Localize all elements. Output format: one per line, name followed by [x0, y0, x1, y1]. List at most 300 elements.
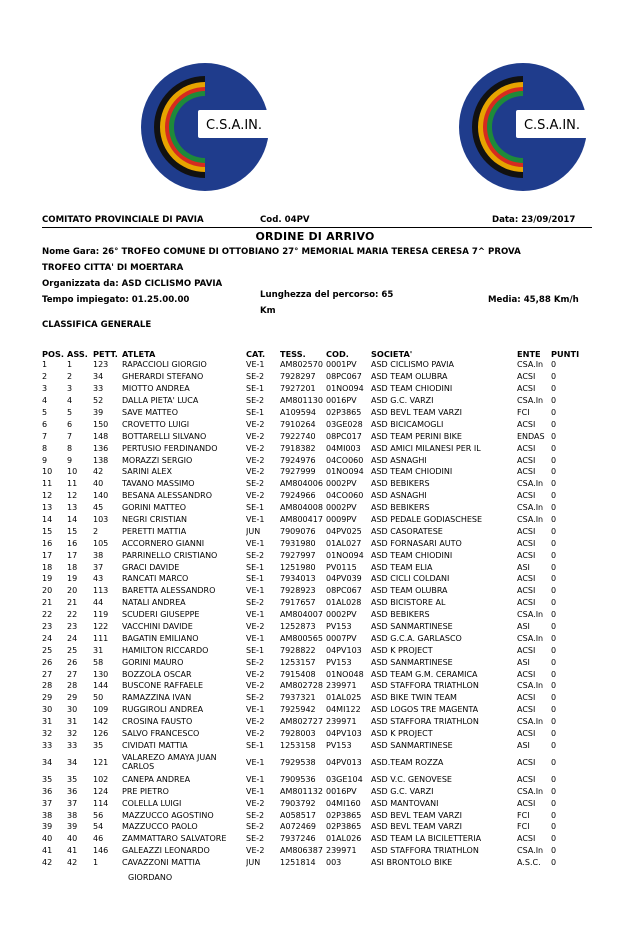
logo-text: C.S.A.IN.	[205, 118, 263, 133]
cell-pos: 23	[42, 622, 53, 632]
table-row	[42, 797, 584, 809]
column-header: PETT.	[93, 349, 118, 359]
cell-pos: 7	[42, 431, 48, 441]
cell-code: 04MI160	[326, 798, 361, 808]
cell-code: 003	[326, 858, 342, 868]
cell-category: SE-2	[246, 372, 265, 382]
cell-pos: 10	[42, 467, 53, 477]
cell-club: ASD BEBIKERS	[371, 610, 430, 620]
cell-club: ASD K PROJECT	[371, 729, 433, 739]
cell-pos: 41	[42, 846, 53, 856]
cell-athlete: PRE PIETRO	[122, 786, 169, 796]
cell-club: ASD BEVL TEAM VARZI	[371, 822, 462, 832]
cell-card: AM806387	[280, 846, 323, 856]
cell-points: 0	[551, 786, 557, 796]
cell-category: SE-2	[246, 598, 265, 608]
cell-category: VE-1	[246, 705, 265, 715]
cell-pos: 28	[42, 681, 53, 691]
cell-bib: 42	[93, 467, 104, 477]
cell-ass: 29	[67, 693, 78, 703]
table-row	[42, 716, 584, 728]
cell-card: AM801132	[280, 786, 323, 796]
cell-bib: 43	[93, 574, 104, 584]
cell-club: ASD TEAM G.M. CERAMICA	[371, 669, 478, 679]
cell-athlete: DALLA PIETA' LUCA	[122, 396, 199, 406]
table-row	[42, 430, 584, 442]
cell-points: 0	[551, 384, 557, 394]
cell-ass: 8	[67, 443, 73, 453]
cell-athlete: PERETTI MATTIA	[122, 526, 187, 536]
cell-card: AM802728	[280, 681, 323, 691]
column-header: ASS.	[67, 349, 88, 359]
table-row	[42, 442, 584, 454]
cell-category: SE-1	[246, 740, 265, 750]
table-header-row	[42, 346, 584, 359]
table-row	[42, 833, 584, 845]
cell-bib: 148	[93, 431, 109, 441]
cell-points: 0	[551, 846, 557, 856]
cell-code: 0016PV	[326, 786, 357, 796]
table-row	[42, 359, 584, 371]
cell-category: VE-1	[246, 360, 265, 370]
cell-code: 04PV103	[326, 645, 362, 655]
cell-body: CSA.In	[517, 846, 544, 856]
cell-body: ASI	[517, 622, 530, 632]
cell-club: ASD STAFFORA TRIATHLON	[371, 846, 479, 856]
column-header: POS.	[42, 349, 64, 359]
cell-ass: 13	[67, 503, 78, 513]
cell-points: 0	[551, 774, 557, 784]
cell-athlete: RANCATI MARCO	[122, 574, 189, 584]
cell-athlete: GORINI MATTEO	[122, 503, 187, 513]
cell-club: ASD LOGOS TRE MAGENTA	[371, 705, 479, 715]
cell-pos: 1	[42, 360, 48, 370]
cell-athlete: VALAREZO AMAYA JUAN CARLOS	[122, 753, 217, 772]
table-row	[42, 418, 584, 430]
cell-ass: 15	[67, 526, 78, 536]
column-header: SOCIETA'	[371, 349, 413, 359]
cell-card: 7917657	[280, 598, 316, 608]
cell-club: ASD AMICI MILANESI PER IL	[371, 443, 481, 453]
cell-ass: 30	[67, 705, 78, 715]
cell-code: PV0115	[326, 562, 357, 572]
race-time: Tempo impiegato: 01.25.00.00	[42, 295, 190, 305]
cell-bib: 114	[93, 798, 109, 808]
cell-category: SE-2	[246, 657, 265, 667]
cell-body: ACSI	[517, 372, 536, 382]
csain-logo-right	[458, 62, 588, 192]
cell-category: VE-2	[246, 798, 265, 808]
race-distance: Lunghezza del percorso: 65	[260, 290, 394, 300]
cell-body: ACSI	[517, 598, 536, 608]
cell-pos: 18	[42, 562, 53, 572]
cell-club: ASD TEAM CHIODINI	[371, 467, 453, 477]
cell-athlete: CAVAZZONI MATTIA	[122, 858, 201, 868]
cell-body: CSA.In	[517, 786, 544, 796]
cell-athlete: GRACI DAVIDE	[122, 562, 180, 572]
cell-pos: 32	[42, 729, 53, 739]
cell-code: 08PC017	[326, 431, 362, 441]
logo-text: C.S.A.IN.	[523, 118, 581, 133]
cell-bib: 113	[93, 586, 109, 596]
cell-points: 0	[551, 419, 557, 429]
table-row	[42, 395, 584, 407]
table-row	[42, 514, 584, 526]
cell-points: 0	[551, 757, 557, 767]
cell-bib: 40	[93, 479, 104, 489]
cell-code: 04PV013	[326, 757, 362, 767]
cell-pos: 38	[42, 810, 53, 820]
cell-ass: 17	[67, 550, 78, 560]
cell-pos: 6	[42, 419, 48, 429]
table-row	[42, 407, 584, 419]
cell-athlete: NATALI ANDREA	[122, 598, 186, 608]
cell-points: 0	[551, 491, 557, 501]
cell-category: SE-1	[246, 562, 265, 572]
cell-ass: 24	[67, 633, 78, 643]
cell-athlete: BESANA ALESSANDRO	[122, 491, 213, 501]
cell-club: ASD BICISTORE AL	[371, 598, 446, 608]
cell-points: 0	[551, 610, 557, 620]
cell-pos: 30	[42, 705, 53, 715]
cell-category: VE-2	[246, 455, 265, 465]
cell-pos: 26	[42, 657, 53, 667]
cell-code: 0016PV	[326, 396, 357, 406]
cell-bib: 102	[93, 774, 109, 784]
cell-points: 0	[551, 372, 557, 382]
classification-label: CLASSIFICA GENERALE	[42, 320, 152, 330]
cell-category: SE-1	[246, 645, 265, 655]
cell-bib: 52	[93, 396, 104, 406]
cell-athlete: MAZZUCCO AGOSTINO	[122, 810, 214, 820]
cell-points: 0	[551, 657, 557, 667]
cell-ass: 2	[67, 372, 73, 382]
cell-points: 0	[551, 622, 557, 632]
cell-athlete: RAPACCIOLI GIORGIO	[122, 360, 207, 370]
cell-code: 02P3865	[326, 408, 362, 417]
cell-bib: 130	[93, 669, 109, 679]
cell-points: 0	[551, 396, 557, 406]
cell-category: SE-2	[246, 396, 265, 406]
cell-ass: 31	[67, 717, 78, 727]
cell-bib: 44	[93, 598, 104, 608]
cell-card: 7925942	[280, 705, 316, 715]
cell-athlete: CROSINA FAUSTO	[122, 717, 193, 727]
cell-athlete: MAZZUCCO PAOLO	[122, 822, 198, 832]
cell-code: 04CO060	[326, 455, 364, 465]
cell-body: ACSI	[517, 729, 536, 739]
cell-category: SE-2	[246, 822, 265, 832]
cell-card: AM804006	[280, 479, 323, 489]
cell-club: ASD MANTOVANI	[371, 798, 439, 808]
header-divider	[42, 227, 592, 228]
cell-body: ACSI	[517, 455, 536, 465]
cell-bib: 56	[93, 810, 104, 820]
cell-bib: 126	[93, 729, 109, 739]
cell-club: ASD FORNASARI AUTO	[371, 538, 462, 548]
cell-ass: 28	[67, 681, 78, 691]
cell-athlete: ACCORNERO GIANNI	[122, 538, 205, 548]
cell-ass: 27	[67, 669, 78, 679]
cell-body: FCI	[517, 408, 530, 417]
cell-code: PV153	[326, 657, 352, 667]
cell-points: 0	[551, 693, 557, 703]
cell-athlete: SCUDERI GIUSEPPE	[122, 610, 200, 620]
cell-card: 7918382	[280, 443, 316, 453]
cell-card: AM800565	[280, 633, 323, 643]
cell-bib: 34	[93, 372, 104, 382]
table-row	[42, 466, 584, 478]
cell-athlete: SARINI ALEX	[122, 467, 172, 477]
cell-card: 1253157	[280, 657, 316, 667]
cell-code: 0007PV	[326, 633, 357, 643]
cell-points: 0	[551, 586, 557, 596]
cell-athlete: NEGRI CRISTIAN	[122, 515, 187, 525]
cell-card: AM802570	[280, 360, 323, 370]
cell-pos: 9	[42, 455, 48, 465]
cell-ass: 1	[67, 360, 73, 370]
cell-category: VE-1	[246, 786, 265, 796]
table-row	[42, 728, 584, 740]
cell-club: ASD STAFFORA TRIATHLON	[371, 717, 479, 727]
table-row	[42, 644, 584, 656]
cell-category: VE-1	[246, 538, 265, 548]
cell-category: SE-1	[246, 574, 265, 584]
cell-pos: 33	[42, 740, 53, 750]
table-row	[42, 632, 584, 644]
cell-points: 0	[551, 598, 557, 608]
cell-club: ASD BEBIKERS	[371, 479, 430, 489]
cell-athlete: GALEAZZI LEONARDO	[122, 846, 210, 856]
cell-athlete: ZAMMATTARO SALVATORE	[122, 834, 227, 844]
cell-club: ASD TEAM CHIODINI	[371, 384, 453, 394]
cell-ass: 36	[67, 786, 78, 796]
cell-card: 7937246	[280, 834, 316, 844]
race-trophy: TROFEO CITTA' DI MOERTARA	[42, 263, 184, 273]
cell-pos: 31	[42, 717, 53, 727]
cell-card: 1252873	[280, 622, 316, 632]
table-row	[42, 478, 584, 490]
table-row	[42, 692, 584, 704]
cell-pos: 42	[42, 858, 53, 868]
cell-card: 7934013	[280, 574, 316, 584]
cell-pos: 22	[42, 610, 53, 620]
cell-bib: 123	[93, 360, 109, 370]
cell-category: VE-1	[246, 757, 265, 767]
cell-code: 0002PV	[326, 479, 357, 489]
cell-category: SE-2	[246, 693, 265, 703]
cell-category: SE-2	[246, 550, 265, 560]
cell-club: ASD TEAM ELIA	[371, 562, 433, 572]
cell-card: A072469	[280, 822, 317, 832]
cell-code: 04CO060	[326, 491, 364, 501]
cell-points: 0	[551, 562, 557, 572]
cell-category: VE-2	[246, 622, 265, 632]
cell-club: ASD CICLI COLDANI	[371, 574, 450, 584]
cell-pos: 3	[42, 384, 48, 394]
cell-ass: 16	[67, 538, 78, 548]
cell-ass: 22	[67, 610, 78, 620]
table-row	[42, 383, 584, 395]
committee-name: COMITATO PROVINCIALE DI PAVIA	[42, 215, 204, 225]
cell-category: VE-2	[246, 431, 265, 441]
cell-bib: 146	[93, 846, 109, 856]
cell-code: 04PV025	[326, 526, 362, 536]
cell-club: ASD SANMARTINESE	[371, 622, 453, 632]
table-row	[42, 751, 584, 773]
cell-ass: 6	[67, 419, 73, 429]
cell-points: 0	[551, 740, 557, 750]
table-row	[42, 490, 584, 502]
cell-card: 1251814	[280, 858, 316, 868]
cell-athlete: MORAZZI SERGIO	[122, 455, 193, 465]
cell-club: ASD G.C. VARZI	[371, 396, 434, 406]
table-row	[42, 371, 584, 383]
table-row	[42, 561, 584, 573]
cell-pos: 20	[42, 586, 53, 596]
cell-ass: 41	[67, 846, 78, 856]
cell-card: 7910264	[280, 419, 316, 429]
document-code: Cod. 04PV	[260, 215, 310, 225]
cell-bib: 136	[93, 443, 109, 453]
cell-bib: 31	[93, 645, 104, 655]
cell-points: 0	[551, 455, 557, 465]
cell-code: 04PV039	[326, 574, 362, 584]
cell-club: ASD TEAM CHIODINI	[371, 550, 453, 560]
cell-club: ASD SANMARTINESE	[371, 657, 453, 667]
cell-pos: 2	[42, 372, 48, 382]
cell-body: ACSI	[517, 798, 536, 808]
cell-bib: 150	[93, 419, 109, 429]
cell-points: 0	[551, 834, 557, 844]
cell-ass: 14	[67, 515, 78, 525]
cell-body: CSA.In	[517, 396, 544, 406]
cell-bib: 50	[93, 693, 104, 703]
cell-category: VE-1	[246, 633, 265, 643]
cell-athlete: SALVO FRANCESCO	[122, 729, 200, 739]
cell-code: 239971	[326, 717, 357, 727]
cell-body: ACSI	[517, 526, 536, 536]
cell-bib: 109	[93, 705, 109, 715]
cell-code: 01AL028	[326, 598, 362, 608]
cell-club: ASD TEAM OLUBRA	[371, 586, 448, 596]
table-row	[42, 680, 584, 692]
cell-category: VE-2	[246, 419, 265, 429]
cell-club: ASD BEVL TEAM VARZI	[371, 810, 462, 820]
cell-body: ACSI	[517, 550, 536, 560]
cell-athlete: GORINI MAURO	[122, 657, 184, 667]
cell-club: ASD ASNAGHI	[371, 491, 427, 501]
cell-ass: 4	[67, 396, 73, 406]
cell-pos: 27	[42, 669, 53, 679]
cell-ass: 25	[67, 645, 78, 655]
cell-body: ACSI	[517, 705, 536, 715]
cell-ass: 5	[67, 408, 73, 417]
cell-bib: 144	[93, 681, 109, 691]
cell-code: 08PC067	[326, 586, 362, 596]
cell-points: 0	[551, 669, 557, 679]
cell-ass: 12	[67, 491, 78, 501]
cell-points: 0	[551, 467, 557, 477]
cell-card: 1251980	[280, 562, 316, 572]
cell-category: VE-2	[246, 717, 265, 727]
cell-body: ASI	[517, 562, 530, 572]
cell-card: 7927999	[280, 467, 316, 477]
cell-athlete: CIVIDATI MATTIA	[122, 740, 188, 750]
table-row	[42, 621, 584, 633]
cell-bib: 46	[93, 834, 104, 844]
cell-category: SE-2	[246, 834, 265, 844]
table-row	[42, 454, 584, 466]
cell-athlete: MIOTTO ANDREA	[122, 384, 190, 394]
cell-ass: 11	[67, 479, 78, 489]
cell-body: CSA.In	[517, 681, 544, 691]
cell-body: ACSI	[517, 586, 536, 596]
cell-club: ASD BIKE TWIN TEAM	[371, 693, 457, 703]
cell-points: 0	[551, 633, 557, 643]
cell-club: ASD TEAM OLUBRA	[371, 372, 448, 382]
cell-body: CSA.In	[517, 479, 544, 489]
cell-bib: 58	[93, 657, 104, 667]
cell-club: ASI BRONTOLO BIKE	[371, 858, 453, 868]
cell-athlete: VACCHINI DAVIDE	[122, 622, 193, 632]
race-name: Nome Gara: 26° TROFEO COMUNE DI OTTOBIANO 27° MEMORIAL MARIA TERESA CERESA 7^ PROVA	[42, 247, 521, 257]
cell-bib: 2	[93, 526, 99, 536]
cell-points: 0	[551, 681, 557, 691]
cell-bib: 33	[93, 384, 104, 394]
cell-pos: 15	[42, 526, 53, 536]
cell-category: VE-1	[246, 515, 265, 525]
cell-card: 7924966	[280, 491, 316, 501]
cell-pos: 34	[42, 757, 53, 767]
cell-body: ASI	[517, 657, 530, 667]
cell-code: 0002PV	[326, 503, 357, 513]
cell-club: ASD BEVL TEAM VARZI	[371, 408, 462, 417]
cell-body: ACSI	[517, 774, 536, 784]
cell-ass: 19	[67, 574, 78, 584]
cell-pos: 12	[42, 491, 53, 501]
cell-card: 7937321	[280, 693, 316, 703]
column-header: PUNTI	[551, 349, 580, 359]
cell-card: AM802727	[280, 717, 323, 727]
cell-pos: 4	[42, 396, 48, 406]
cell-card: A058517	[280, 810, 317, 820]
cell-code: 01NO048	[326, 669, 364, 679]
cell-athlete: BARETTA ALESSANDRO	[122, 586, 216, 596]
cell-code: 01AL025	[326, 693, 362, 703]
cell-pos: 21	[42, 598, 53, 608]
cell-category: JUN	[246, 858, 261, 868]
cell-category: SE-2	[246, 479, 265, 489]
column-header: TESS.	[280, 349, 306, 359]
cell-body: CSA.In	[517, 610, 544, 620]
cell-card: 7909536	[280, 774, 316, 784]
cell-card: 1253158	[280, 740, 316, 750]
cell-category: VE-2	[246, 443, 265, 453]
cell-ass: 34	[67, 757, 78, 767]
cell-body: CSA.In	[517, 515, 544, 525]
cell-body: CSA.In	[517, 360, 544, 370]
cell-category: SE-1	[246, 408, 265, 417]
cell-ass: 40	[67, 834, 78, 844]
race-date: Data: 23/09/2017	[492, 215, 576, 225]
cell-code: 239971	[326, 681, 357, 691]
cell-card: 7928003	[280, 729, 316, 739]
cell-ass: 32	[67, 729, 78, 739]
cell-card: 7928822	[280, 645, 316, 655]
cell-pos: 5	[42, 408, 48, 417]
cell-body: CSA.In	[517, 717, 544, 727]
